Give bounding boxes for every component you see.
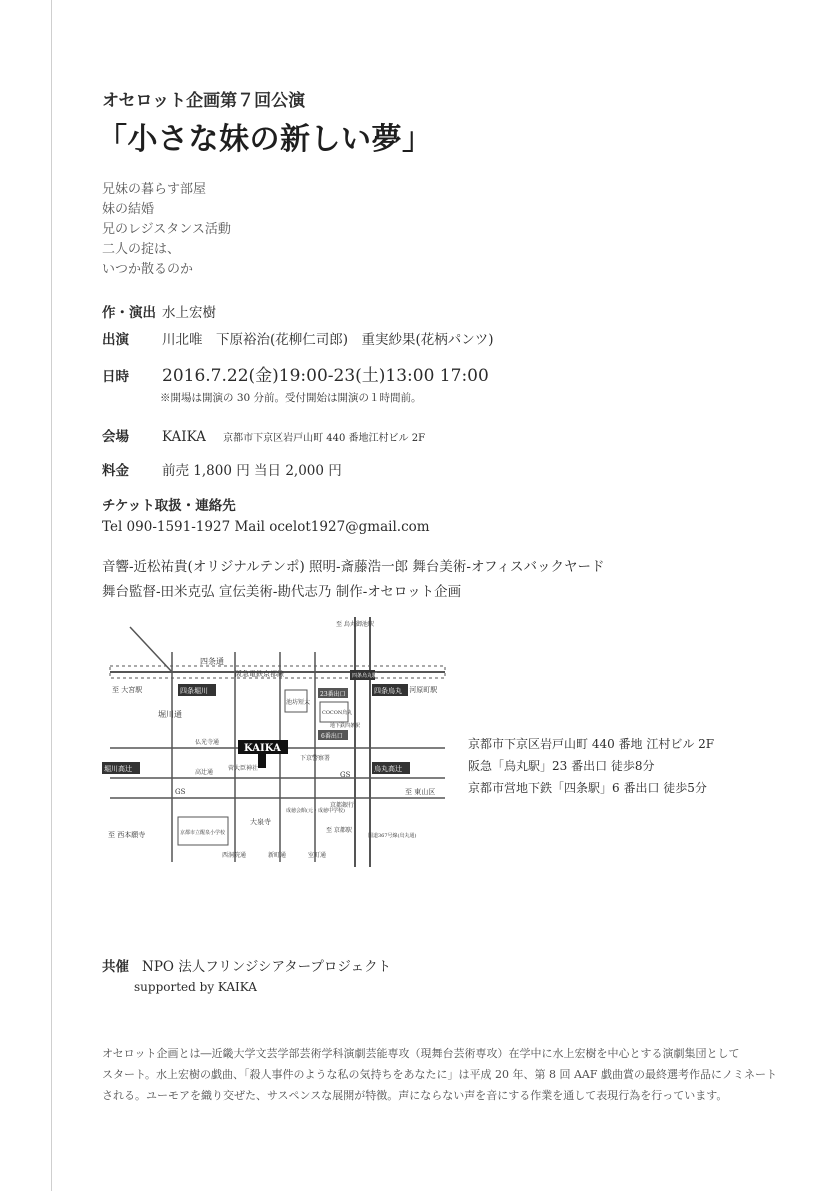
date-value: 2016.7.22(金)19:00-23(土)13:00 17:00 xyxy=(162,366,489,386)
writer-label: 作・演出 xyxy=(102,305,156,321)
map-label-seitoku: 成徳会館(元・成徳中学校) xyxy=(286,808,345,814)
map-label-kyoto-bank: 京都銀行 xyxy=(330,802,355,809)
sponsor-name: NPO 法人フリンジシアタープロジェクト xyxy=(142,959,392,975)
map-label-kawaramachi: 至 河原町駅 xyxy=(400,686,438,694)
map-label-gs-2: GS xyxy=(340,771,351,779)
map-label-nishi-honganji: 至 西本願寺 xyxy=(108,831,146,839)
venue-label: 会場 xyxy=(102,429,129,445)
map-label-school: 京都市立醒泉小学校 xyxy=(180,830,226,836)
map-label-bukko-dori: 仏光寺通 xyxy=(195,739,220,746)
map-label-nishinotoin: 西洞院通 xyxy=(222,852,247,859)
writer-name: 水上宏樹 xyxy=(162,305,216,321)
map-label-karasuma-takatsuji: 烏丸高辻 xyxy=(374,765,402,773)
venue-address: 京都市下京区岩戸山町 440 番地江村ビル 2F xyxy=(223,433,426,444)
map-label-shijo-karasuma: 四条烏丸 xyxy=(374,687,402,695)
venue-name: KAIKA xyxy=(162,429,206,445)
venue-row xyxy=(102,425,425,445)
map-label-horikawa-takatsuji: 堀川高辻 xyxy=(104,765,132,773)
map-label-route367: 国道367号線(烏丸通) xyxy=(368,833,417,839)
sponsor-label: 共催 xyxy=(102,959,129,975)
map-kaika-pin xyxy=(258,754,266,768)
cast-names: 川北唯 下原裕治(花柳仁司郎) 重実紗果(花柄パンツ) xyxy=(162,332,494,348)
writer-row xyxy=(102,301,216,321)
map-label-kanko-shrine: 菅大臣神社 xyxy=(228,765,259,772)
tagline-line: 妹の結婚 xyxy=(102,202,155,217)
access-hankyu: 阪急「烏丸駅」23 番出口 徒歩8分 xyxy=(468,759,655,773)
access-subway: 京都市営地下鉄「四条駅」6 番出口 徒歩5分 xyxy=(468,781,707,795)
map-label-muromachi: 室町通 xyxy=(308,852,327,859)
map-label-ikenobo: 池坊短大 xyxy=(286,699,311,706)
staff-line: 音響-近松祐貴(オリジナルテンポ) 照明-斎藤浩一郎 舞台美術-オフィスバックヤード xyxy=(102,559,605,575)
map-label-to-karasuma-oike: 至 烏丸御池駅 xyxy=(336,621,374,628)
about-line: される。ユーモアを織り交ぜた、サスペンスな展開が特徴。声にならない声を音にする作業を通して表現行為を行っています。 xyxy=(102,1089,728,1102)
access-map xyxy=(100,612,450,882)
about-line: オセロット企画とは―近畿大学文芸学部芸術学科演劇芸能専攻（現舞台芸術専攻）在学中に水上宏樹を中心とする演劇集団として xyxy=(102,1047,740,1060)
price-value: 前売 1,800 円 当日 2,000 円 xyxy=(162,463,342,479)
play-title: 「小さな妹の新しい夢」 xyxy=(97,122,433,157)
map-label-shinmachi: 新町通 xyxy=(268,852,287,859)
map-label-exit23: 23番出口 xyxy=(320,691,346,698)
price-row xyxy=(102,459,342,479)
about-line: スタート。水上宏樹の戯曲、「殺人事件のような私の気持ちをあなたに」は平成 20 年、第 8 回 AAF 戯曲賞の最終選考作品にノミネート xyxy=(102,1068,778,1081)
map-label-shijo-horikawa: 四条堀川 xyxy=(180,687,208,695)
map-label-higashiyama: 至 東山区 xyxy=(405,788,436,796)
access-address: 京都市下京区岩戸山町 440 番地 江村ビル 2F xyxy=(468,737,715,751)
map-label-kaika: KAIKA xyxy=(244,743,281,754)
date-note: ※開場は開演の 30 分前。受付開始は開演の１時間前。 xyxy=(160,392,422,404)
tagline-line: 兄のレジスタンス活動 xyxy=(102,222,231,237)
event-subtitle: オセロット企画第７回公演 xyxy=(102,91,306,111)
date-row xyxy=(102,361,489,386)
tagline-line: 兄妹の暮らす部屋 xyxy=(102,182,207,197)
map-label-horikawa-dori: 堀川通 xyxy=(158,710,182,719)
map-label-shijo-dori: 四条通 xyxy=(200,657,224,666)
map-label-shijo-station: 地下鉄四条駅 xyxy=(330,723,361,729)
map-label-takatsuji-dori: 高辻通 xyxy=(195,769,214,776)
cast-row xyxy=(102,328,494,348)
staff-line: 舞台監督-田米克弘 宣伝美術-勘代志乃 制作-オセロット企画 xyxy=(102,584,462,600)
price-label: 料金 xyxy=(102,463,129,479)
map-label-police: 下京警察署 xyxy=(300,755,331,762)
map-label-karasuma-station: 四条烏丸駅 xyxy=(352,673,378,679)
tagline-line: 二人の掟は、 xyxy=(102,242,181,257)
supported-by: supported by KAIKA xyxy=(134,980,257,994)
map-label-exit6: 6番出口 xyxy=(321,733,343,740)
ticket-label: チケット取扱・連絡先 xyxy=(102,498,236,514)
map-label-daisenji: 大泉寺 xyxy=(250,818,271,826)
contact-info: Tel 090-1591-1927 Mail ocelot1927@gmail.com xyxy=(102,519,430,535)
map-street-diagonal xyxy=(130,627,172,672)
cast-label: 出演 xyxy=(102,332,129,348)
date-label: 日時 xyxy=(102,369,129,385)
page-fold-line xyxy=(51,0,52,1191)
map-label-gs: GS xyxy=(175,788,186,796)
map-label-cocon: COCON烏丸 xyxy=(322,710,353,716)
map-label-to-kyoto-station: 至 京都駅 xyxy=(326,827,352,834)
sponsor-row xyxy=(102,955,391,975)
map-label-hankyu-line: 阪急電鉄京都線 xyxy=(235,670,284,678)
map-label-omiya: 至 大宮駅 xyxy=(112,686,143,694)
tagline-line: いつか散るのか xyxy=(102,262,194,277)
